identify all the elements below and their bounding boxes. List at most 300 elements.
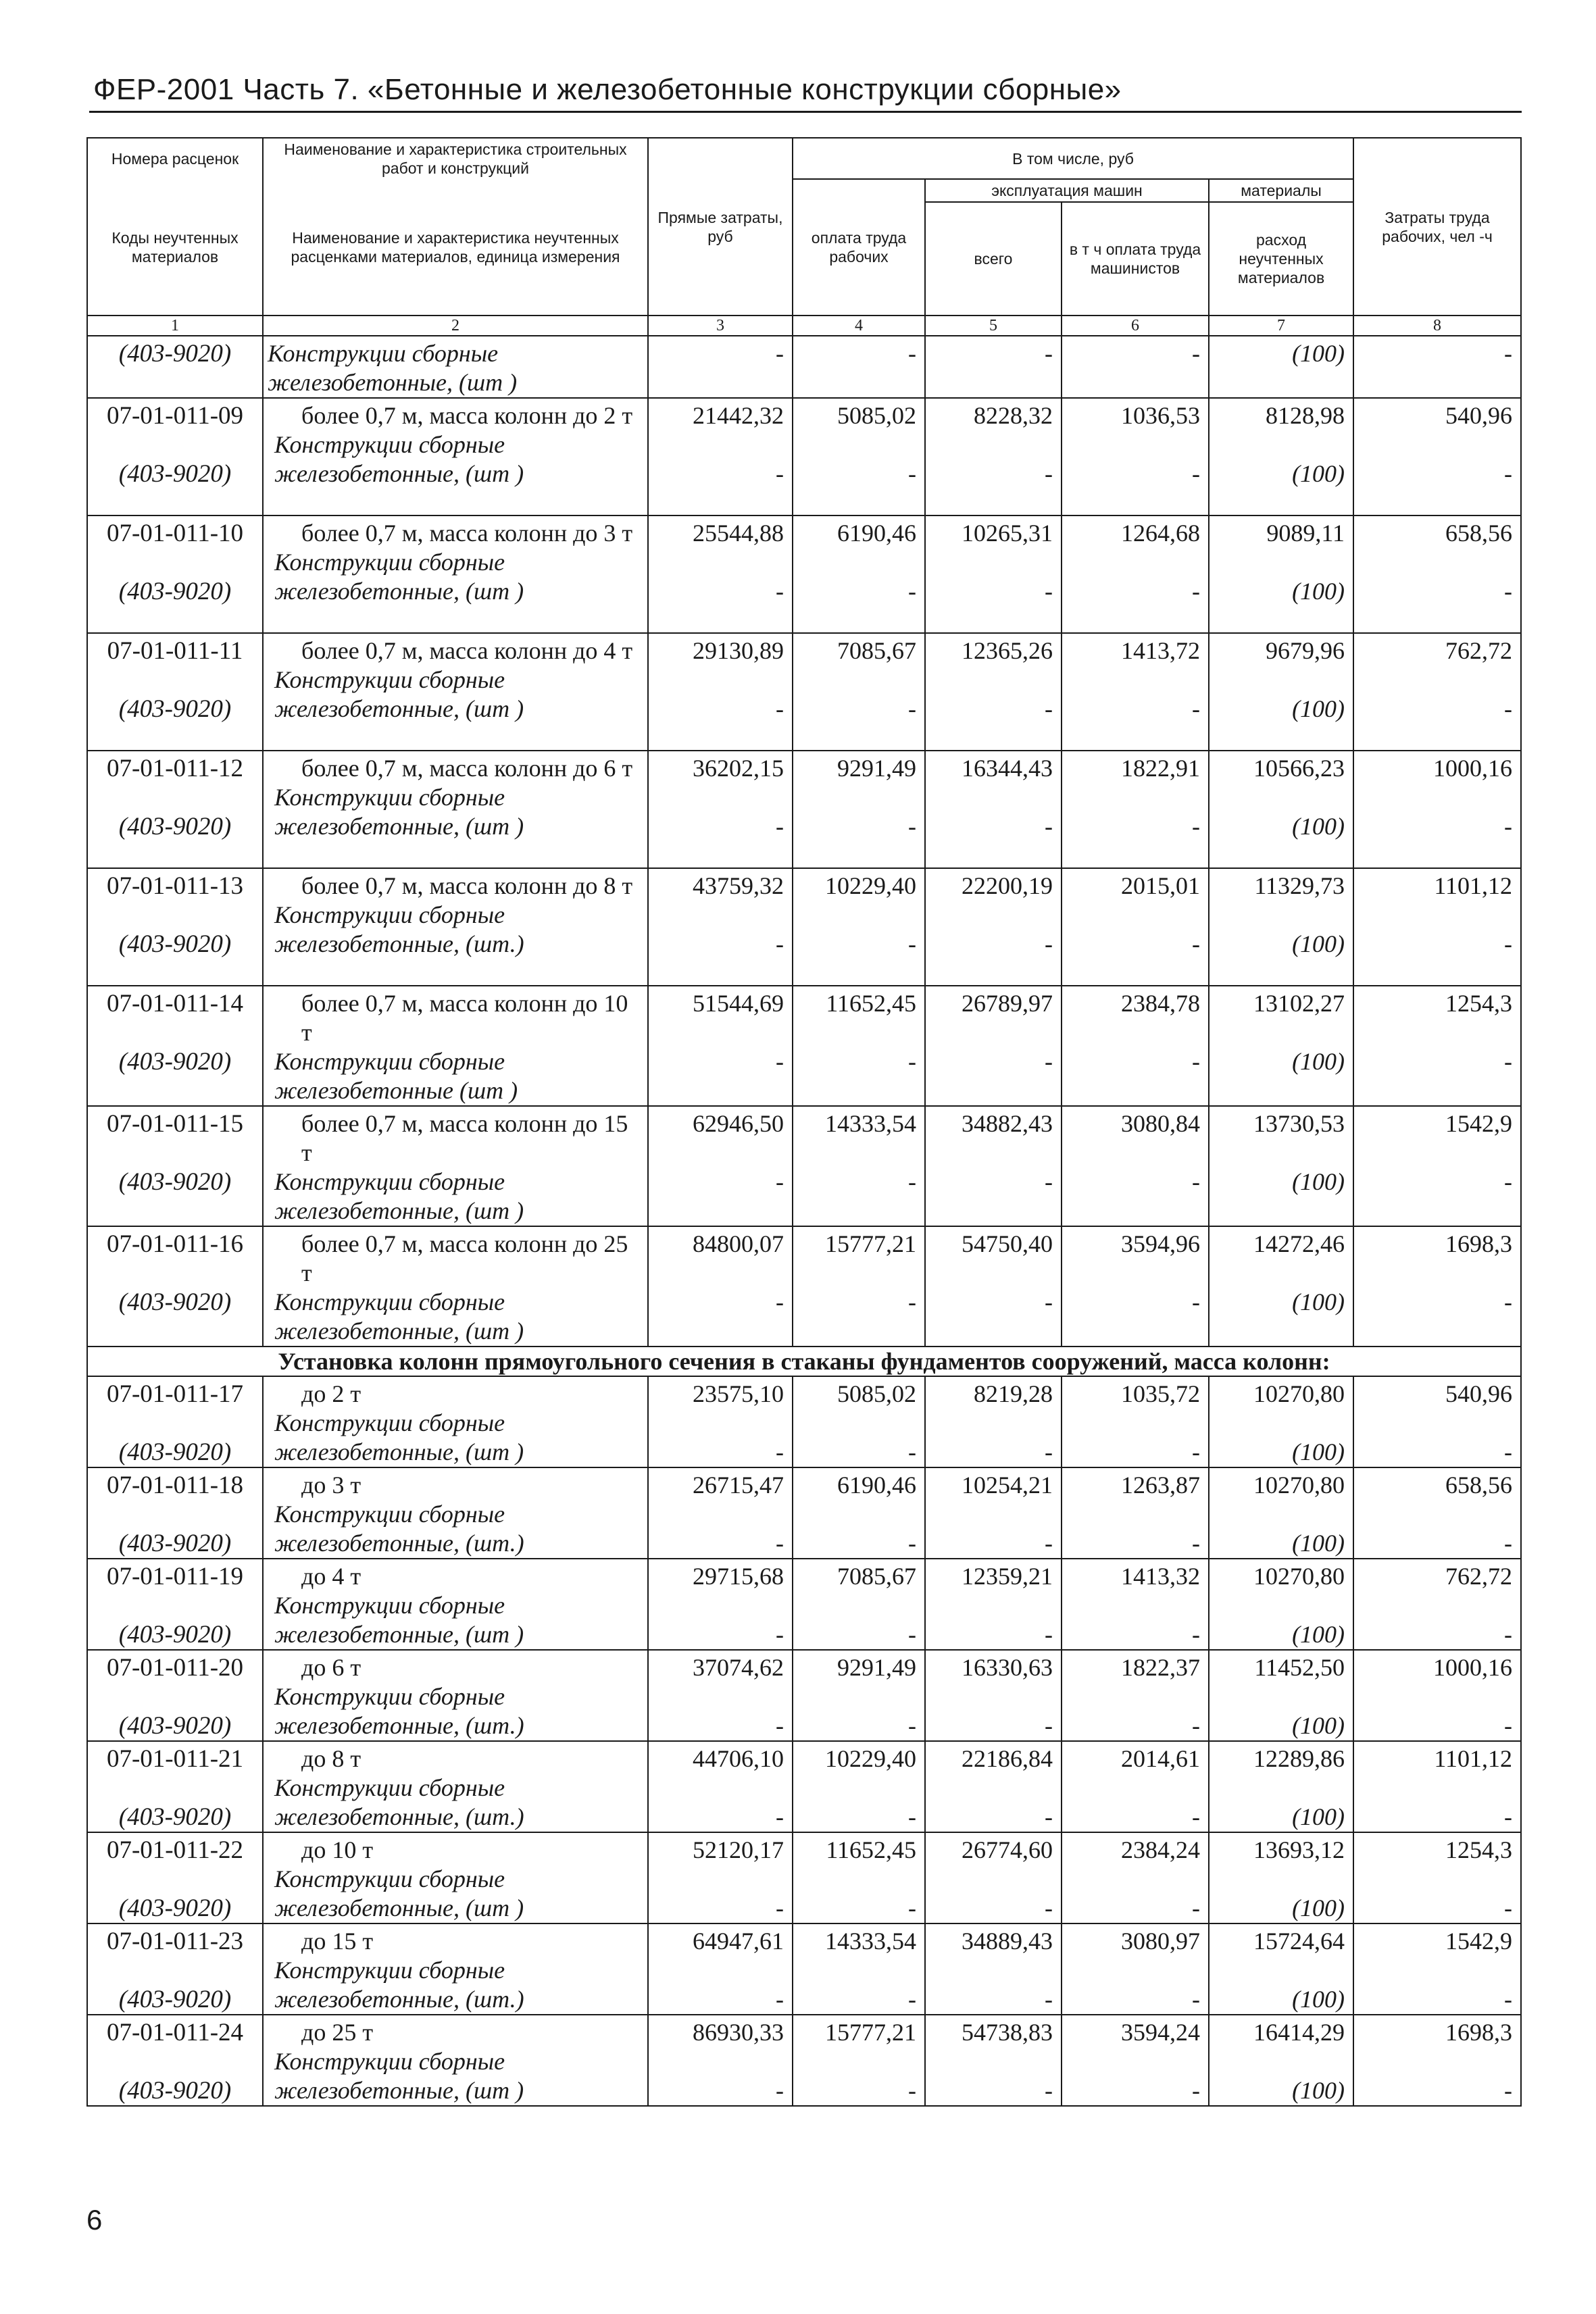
value-labor-pay: 10229,40 — [825, 1745, 916, 1772]
spacer — [1212, 1865, 1345, 1894]
value-materials: 13693,12 — [1253, 1836, 1345, 1863]
material-code: (403-9020) — [118, 1168, 232, 1196]
value-labor-pay: 15777,21 — [825, 2019, 916, 2046]
material-value-labor-hours: - — [1504, 813, 1513, 840]
header-divider — [89, 111, 1522, 113]
spacer — [1212, 548, 1345, 577]
value-direct-costs: 43759,32 — [693, 872, 784, 899]
material-name: Конструкции сборные железобетонные, (шт ) — [274, 666, 524, 722]
value-machinists-pay: 3080,97 — [1121, 1928, 1200, 1955]
material-value-materials: (100) — [1292, 2077, 1345, 2104]
spacer — [1357, 548, 1512, 577]
value-labor-pay: 9291,49 — [837, 1654, 916, 1681]
material-value-machinists-pay: - — [1192, 1621, 1200, 1648]
material-value-labor-pay: - — [908, 1803, 916, 1830]
material-value-labor-pay: - — [908, 578, 916, 605]
header-in-that-number: В том числе, руб — [793, 138, 1353, 179]
rate-code: 07-01-011-15 — [106, 1110, 244, 1138]
value-labor-hours: 658,56 — [1445, 520, 1513, 547]
value-labor-pay: 15777,21 — [825, 1230, 916, 1257]
material-value-direct-costs: - — [776, 930, 784, 957]
value-direct-costs: - — [776, 340, 784, 367]
material-value-direct-costs: - — [776, 1803, 784, 1830]
spacer — [1357, 1409, 1512, 1438]
value-materials: 11329,73 — [1254, 872, 1345, 899]
spacer — [928, 1259, 1053, 1288]
header-materials: материалы — [1209, 179, 1353, 202]
spacer — [1065, 1865, 1200, 1894]
value-materials: 14272,46 — [1253, 1230, 1345, 1257]
spacer — [91, 1018, 259, 1047]
value-machinists-pay: 1035,72 — [1121, 1380, 1200, 1407]
material-name: Конструкции сборные железобетонные, (шт ) — [268, 340, 518, 396]
spacer — [796, 901, 916, 930]
material-value-labor-hours: - — [1504, 1168, 1513, 1195]
material-value-materials: (100) — [1292, 1986, 1345, 2013]
material-value-machinists-pay: - — [1192, 1048, 1200, 1075]
spacer — [928, 1865, 1053, 1894]
value-labor-pay: 11652,45 — [826, 1836, 916, 1863]
spacer — [796, 430, 916, 459]
value-machinists-pay: 3594,24 — [1121, 2019, 1200, 2046]
material-value-labor-hours: - — [1504, 460, 1513, 487]
spacer — [928, 548, 1053, 577]
value-materials: 11452,50 — [1254, 1654, 1345, 1681]
spacer — [651, 430, 784, 459]
spacer — [928, 1018, 1053, 1047]
rate-row — [87, 1923, 1521, 2015]
material-value-direct-costs: - — [776, 1986, 784, 2013]
spacer — [91, 2047, 259, 2076]
material-value-labor-pay: - — [908, 695, 916, 722]
spacer — [928, 1138, 1053, 1167]
spacer — [91, 1682, 259, 1711]
value-labor-pay: 6190,46 — [837, 1472, 916, 1499]
material-value-materials: (100) — [1292, 1168, 1345, 1195]
material-value-labor-pay: - — [908, 1621, 916, 1648]
spacer — [91, 665, 259, 695]
spacer — [928, 665, 1053, 695]
value-machine-total: 22186,84 — [962, 1745, 1053, 1772]
rate-name: более 0,7 м, масса колонн до 6 т — [301, 755, 633, 782]
material-value-machine-total: - — [1045, 1621, 1053, 1648]
value-machine-total: 10254,21 — [962, 1472, 1053, 1499]
material-code: (403-9020) — [118, 1621, 232, 1649]
material-name: Конструкции сборные железобетонные, (шт ) — [274, 1288, 524, 1344]
material-value-labor-hours: - — [1504, 1712, 1513, 1739]
value-machinists-pay: 1036,53 — [1121, 402, 1200, 429]
spacer — [91, 1591, 259, 1620]
value-machine-total: 12365,26 — [962, 637, 1053, 664]
value-direct-costs: 23575,10 — [693, 1380, 784, 1407]
spacer — [796, 1018, 916, 1047]
value-direct-costs: 29130,89 — [693, 637, 784, 664]
material-value-direct-costs: - — [776, 1712, 784, 1739]
spacer — [1065, 1956, 1200, 1985]
material-value-materials: (100) — [1292, 1803, 1345, 1830]
value-machinists-pay: 1264,68 — [1121, 520, 1200, 547]
material-name: Конструкции сборные железобетонные (шт ) — [274, 1048, 518, 1104]
material-name: Конструкции сборные железобетонные, (шт.) — [274, 1774, 524, 1830]
rate-name: более 0,7 м, масса колонн до 10 т — [301, 990, 628, 1046]
material-value-labor-hours: - — [1504, 578, 1513, 605]
material-value-machinists-pay: - — [1192, 813, 1200, 840]
header-material-codes: Коды неучтенных материалов — [87, 179, 263, 316]
spacer — [91, 1774, 259, 1803]
value-machine-total: 22200,19 — [962, 872, 1053, 899]
material-value-labor-pay: - — [908, 1288, 916, 1315]
value-materials: 10566,23 — [1253, 755, 1345, 782]
material-value-machine-total: - — [1045, 1288, 1053, 1315]
material-value-labor-hours: - — [1504, 1530, 1513, 1557]
material-value-machine-total: - — [1045, 695, 1053, 722]
header-material-name: Наименование и характеристика неучтенных расценками материалов, единица измерения — [263, 179, 648, 316]
material-value-machine-total: - — [1045, 1438, 1053, 1465]
spacer — [91, 1409, 259, 1438]
page-number: 6 — [86, 2204, 103, 2236]
material-name: Конструкции сборные железобетонные, (шт ) — [274, 431, 524, 487]
value-machinists-pay: 3594,96 — [1121, 1230, 1200, 1257]
value-labor-pay: 5085,02 — [837, 1380, 916, 1407]
spacer — [1357, 1774, 1512, 1803]
spacer — [1065, 901, 1200, 930]
material-value-direct-costs: - — [776, 1048, 784, 1075]
material-value-labor-hours: - — [1504, 1438, 1513, 1465]
material-value-materials: (100) — [1292, 1621, 1345, 1648]
value-machine-total: 8219,28 — [974, 1380, 1053, 1407]
material-value-direct-costs: - — [776, 460, 784, 487]
value-materials: (100) — [1292, 340, 1345, 367]
spacer — [1212, 665, 1345, 695]
rate-row — [87, 1376, 1521, 1467]
value-machinists-pay: 1822,37 — [1121, 1654, 1200, 1681]
column-number: 5 — [925, 316, 1062, 336]
column-number: 3 — [648, 316, 793, 336]
spacer — [928, 1956, 1053, 1985]
value-machine-total: - — [1045, 340, 1053, 367]
material-code: (403-9020) — [118, 1288, 232, 1316]
spacer — [796, 1409, 916, 1438]
value-machinists-pay: 2384,24 — [1121, 1836, 1200, 1863]
material-value-materials: (100) — [1292, 695, 1345, 722]
spacer — [91, 901, 259, 930]
value-materials: 10270,80 — [1253, 1472, 1345, 1499]
material-value-machine-total: - — [1045, 460, 1053, 487]
value-direct-costs: 44706,10 — [693, 1745, 784, 1772]
material-code: (403-9020) — [118, 1803, 232, 1831]
value-labor-pay: 14333,54 — [825, 1110, 916, 1137]
material-name: Конструкции сборные железобетонные, (шт ) — [274, 784, 524, 840]
value-labor-pay: 7085,67 — [837, 637, 916, 664]
material-value-machinists-pay: - — [1192, 2077, 1200, 2104]
value-labor-hours: 1698,3 — [1445, 1230, 1513, 1257]
rate-code: 07-01-011-17 — [106, 1380, 244, 1408]
material-value-machinists-pay: - — [1192, 695, 1200, 722]
rate-row — [87, 2015, 1521, 2106]
material-code: (403-9020) — [118, 340, 232, 368]
rate-row — [87, 633, 1521, 751]
spacer — [1357, 783, 1512, 812]
section-row — [87, 1347, 1521, 1376]
spacer — [1212, 783, 1345, 812]
material-name: Конструкции сборные железобетонные, (шт ) — [274, 1592, 524, 1648]
material-name: Конструкции сборные железобетонные, (шт ) — [274, 2048, 524, 2104]
value-materials: 16414,29 — [1253, 2019, 1345, 2046]
material-value-materials: (100) — [1292, 578, 1345, 605]
spacer — [1212, 1682, 1345, 1711]
spacer — [1357, 1682, 1512, 1711]
material-value-machinists-pay: - — [1192, 1168, 1200, 1195]
material-name: Конструкции сборные железобетонные, (шт ) — [274, 1168, 524, 1224]
material-code: (403-9020) — [118, 813, 232, 840]
spacer — [1065, 1682, 1200, 1711]
value-labor-pay: 10229,40 — [825, 872, 916, 899]
value-machine-total: 26789,97 — [962, 990, 1053, 1017]
material-value-machinists-pay: - — [1192, 1530, 1200, 1557]
value-labor-pay: - — [908, 340, 916, 367]
spacer — [1212, 1774, 1345, 1803]
spacer — [1065, 1591, 1200, 1620]
spacer — [1065, 1018, 1200, 1047]
material-code: (403-9020) — [118, 1438, 232, 1466]
value-machine-total: 16330,63 — [962, 1654, 1053, 1681]
spacer — [1357, 665, 1512, 695]
norms-table — [86, 137, 1522, 2107]
value-materials: 13730,53 — [1253, 1110, 1345, 1137]
spacer — [651, 1682, 784, 1711]
spacer — [1357, 1259, 1512, 1288]
material-value-machine-total: - — [1045, 578, 1053, 605]
value-machine-total: 34882,43 — [962, 1110, 1053, 1137]
spacer — [1212, 901, 1345, 930]
material-value-machinists-pay: - — [1192, 1894, 1200, 1921]
spacer — [1357, 1018, 1512, 1047]
value-machinists-pay: 3080,84 — [1121, 1110, 1200, 1137]
spacer — [796, 783, 916, 812]
material-value-labor-pay: - — [908, 930, 916, 957]
spacer — [1357, 1956, 1512, 1985]
spacer — [651, 1409, 784, 1438]
material-code: (403-9020) — [118, 695, 232, 723]
material-row — [87, 336, 1521, 398]
spacer — [1357, 901, 1512, 930]
material-code: (403-9020) — [118, 578, 232, 605]
material-value-machine-total: - — [1045, 1986, 1053, 2013]
value-direct-costs: 29715,68 — [693, 1563, 784, 1590]
spacer — [1357, 1500, 1512, 1529]
header-machine-operation: эксплуатация машин — [925, 179, 1209, 202]
spacer — [1212, 1591, 1345, 1620]
material-value-materials: (100) — [1292, 1712, 1345, 1739]
spacer — [91, 1259, 259, 1288]
material-value-machinists-pay: - — [1192, 578, 1200, 605]
spacer — [651, 1956, 784, 1985]
header-unaccounted-materials: расход неучтенных материалов — [1209, 202, 1353, 316]
material-value-labor-pay: - — [908, 1986, 916, 2013]
material-value-machinists-pay: - — [1192, 1438, 1200, 1465]
value-machinists-pay: 1822,91 — [1121, 755, 1200, 782]
value-direct-costs: 26715,47 — [693, 1472, 784, 1499]
material-value-machinists-pay: - — [1192, 1803, 1200, 1830]
spacer — [651, 548, 784, 577]
value-materials: 15724,64 — [1253, 1928, 1345, 1955]
spacer — [928, 430, 1053, 459]
header-labor-pay: оплата труда рабочих — [793, 179, 925, 316]
spacer — [1065, 1500, 1200, 1529]
value-labor-hours: 1542,9 — [1445, 1110, 1513, 1137]
material-value-machine-total: - — [1045, 1530, 1053, 1557]
rate-code: 07-01-011-14 — [106, 990, 244, 1017]
spacer — [91, 1956, 259, 1985]
material-value-direct-costs: - — [776, 1621, 784, 1648]
material-value-labor-hours: - — [1504, 695, 1513, 722]
material-value-labor-pay: - — [908, 1894, 916, 1921]
value-machine-total: 54750,40 — [962, 1230, 1053, 1257]
rate-code: 07-01-011-22 — [106, 1836, 244, 1864]
spacer — [651, 783, 784, 812]
material-name: Конструкции сборные железобетонные, (шт.) — [274, 1683, 524, 1739]
rate-row — [87, 1832, 1521, 1923]
value-materials: 12289,86 — [1253, 1745, 1345, 1772]
header-labor-hours: Затраты труда рабочих, чел -ч — [1353, 138, 1521, 316]
spacer — [651, 901, 784, 930]
material-value-labor-pay: - — [908, 813, 916, 840]
spacer — [1212, 430, 1345, 459]
spacer — [1357, 430, 1512, 459]
spacer — [1065, 548, 1200, 577]
value-labor-hours: 1254,3 — [1445, 990, 1513, 1017]
rate-name: до 8 т — [301, 1745, 361, 1772]
rate-name: более 0,7 м, масса колонн до 15 т — [301, 1110, 628, 1166]
spacer — [91, 548, 259, 577]
rate-name: до 2 т — [301, 1380, 361, 1407]
spacer — [1212, 1409, 1345, 1438]
spacer — [651, 1591, 784, 1620]
value-materials: 13102,27 — [1253, 990, 1345, 1017]
value-labor-pay: 14333,54 — [825, 1928, 916, 1955]
header-machine-total: всего — [925, 202, 1062, 316]
value-direct-costs: 37074,62 — [693, 1654, 784, 1681]
material-value-direct-costs: - — [776, 1894, 784, 1921]
rate-row — [87, 1467, 1521, 1559]
value-labor-hours: 1698,3 — [1445, 2019, 1513, 2046]
value-labor-hours: 1101,12 — [1434, 872, 1513, 899]
material-value-labor-hours: - — [1504, 1894, 1513, 1921]
material-code: (403-9020) — [118, 460, 232, 488]
value-machinists-pay: 1413,32 — [1121, 1563, 1200, 1590]
value-machinists-pay: 2015,01 — [1121, 872, 1200, 899]
material-value-machine-total: - — [1045, 1712, 1053, 1739]
value-materials: 8128,98 — [1266, 402, 1345, 429]
spacer — [1065, 1259, 1200, 1288]
spacer — [1065, 665, 1200, 695]
material-value-labor-hours: - — [1504, 1803, 1513, 1830]
material-value-labor-hours: - — [1504, 1288, 1513, 1315]
spacer — [651, 1018, 784, 1047]
spacer — [928, 901, 1053, 930]
rate-row — [87, 515, 1521, 633]
spacer — [796, 1865, 916, 1894]
rate-code: 07-01-011-24 — [106, 2019, 244, 2046]
value-labor-hours: 1000,16 — [1433, 755, 1513, 782]
value-machine-total: 34889,43 — [962, 1928, 1053, 1955]
column-number: 4 — [793, 316, 925, 336]
spacer — [1357, 2047, 1512, 2076]
rate-code: 07-01-011-20 — [106, 1654, 244, 1682]
material-value-materials: (100) — [1292, 1530, 1345, 1557]
value-labor-hours: 540,96 — [1445, 1380, 1513, 1407]
material-value-materials: (100) — [1292, 1288, 1345, 1315]
column-number: 6 — [1062, 316, 1209, 336]
spacer — [928, 1591, 1053, 1620]
value-machine-total: 16344,43 — [962, 755, 1053, 782]
material-value-labor-pay: - — [908, 2077, 916, 2104]
material-value-materials: (100) — [1292, 813, 1345, 840]
value-labor-hours: 1000,16 — [1433, 1654, 1513, 1681]
spacer — [796, 1774, 916, 1803]
rate-row — [87, 1741, 1521, 1832]
spacer — [928, 783, 1053, 812]
material-value-machine-total: - — [1045, 1894, 1053, 1921]
value-labor-hours: 1254,3 — [1445, 1836, 1513, 1863]
rate-name: более 0,7 м, масса колонн до 25 т — [301, 1230, 628, 1286]
value-labor-pay: 5085,02 — [837, 402, 916, 429]
material-value-labor-hours: - — [1504, 1621, 1513, 1648]
spacer — [91, 1138, 259, 1167]
spacer — [1212, 1500, 1345, 1529]
material-value-labor-hours: - — [1504, 2077, 1513, 2104]
material-code: (403-9020) — [118, 1048, 232, 1076]
value-materials: 9089,11 — [1266, 520, 1345, 547]
value-direct-costs: 52120,17 — [693, 1836, 784, 1863]
value-machine-total: 26774,60 — [962, 1836, 1053, 1863]
material-code: (403-9020) — [118, 1986, 232, 2013]
spacer — [928, 1774, 1053, 1803]
spacer — [928, 1409, 1053, 1438]
header-machinists-pay: в т ч оплата труда машинистов — [1062, 202, 1209, 316]
material-value-direct-costs: - — [776, 578, 784, 605]
rate-code: 07-01-011-12 — [106, 755, 244, 782]
column-number: 7 — [1209, 316, 1353, 336]
material-value-labor-hours: - — [1504, 1048, 1513, 1075]
spacer — [1065, 1409, 1200, 1438]
spacer — [91, 783, 259, 812]
value-machine-total: 10265,31 — [962, 520, 1053, 547]
material-name: Конструкции сборные железобетонные, (шт ) — [274, 1409, 524, 1465]
section-title: Установка колонн прямоугольного сечения в стаканы фундаментов сооружений, масса колонн: — [87, 1347, 1521, 1376]
rate-row — [87, 986, 1521, 1106]
spacer — [796, 548, 916, 577]
rate-code: 07-01-011-09 — [106, 402, 244, 430]
spacer — [796, 1956, 916, 1985]
material-value-direct-costs: - — [776, 695, 784, 722]
rate-code: 07-01-011-23 — [106, 1928, 244, 1955]
rate-name: более 0,7 м, масса колонн до 2 т — [301, 402, 633, 429]
rate-name: до 3 т — [301, 1472, 361, 1499]
material-code: (403-9020) — [118, 930, 232, 958]
rate-name: до 10 т — [301, 1836, 374, 1863]
value-labor-hours: 1542,9 — [1445, 1928, 1513, 1955]
value-materials: 10270,80 — [1253, 1380, 1345, 1407]
material-value-labor-pay: - — [908, 1530, 916, 1557]
material-value-machine-total: - — [1045, 2077, 1053, 2104]
spacer — [651, 1138, 784, 1167]
header-direct-costs: Прямые затраты, руб — [648, 138, 793, 316]
rate-row — [87, 1106, 1521, 1226]
spacer — [796, 1259, 916, 1288]
material-code: (403-9020) — [118, 1894, 232, 1922]
spacer — [651, 665, 784, 695]
